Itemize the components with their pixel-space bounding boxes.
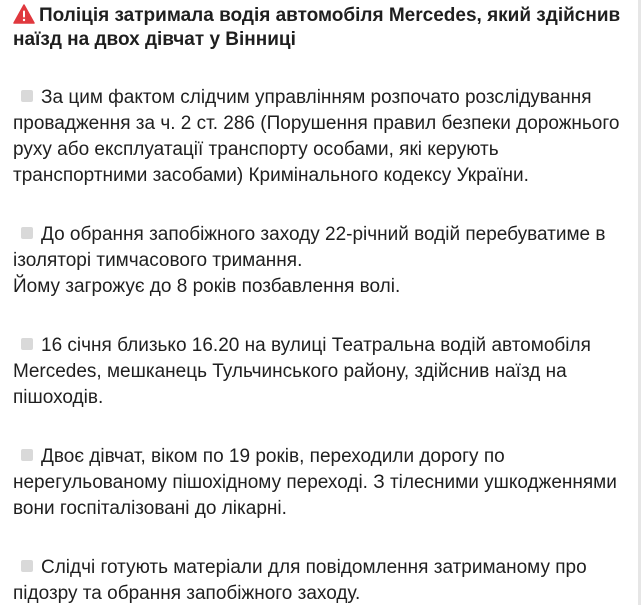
paragraph-text: 16 січня близько 16.20 на вулиці Театральна водій автомобіля Mercedes, мешканець Тульчинського району, здійснив наїзд на пішоходів. [13, 335, 591, 408]
square-bullet-icon [21, 90, 33, 102]
paragraph-custody [13, 222, 635, 300]
paragraph-text: Йому загрожує до 8 років позбавлення волі. [13, 276, 401, 297]
square-bullet-icon [21, 449, 33, 461]
post-headline [13, 4, 635, 52]
warning-icon [13, 4, 35, 24]
square-bullet-icon [21, 338, 33, 350]
paragraph-text: Двоє дівчат, віком по 19 років, переходили дорогу по нерегульованому пішохідному переході. З тілесними ушкодженнями вони госпіталізовані до лікарні. [13, 446, 617, 519]
message-post [13, 0, 635, 605]
paragraph-incident [13, 333, 635, 411]
headline-text: Поліція затримала водія автомобіля Mercedes, який здійснив наїзд на двох дівчат у Вінниці [13, 5, 621, 50]
square-bullet-icon [21, 560, 33, 572]
square-bullet-icon [21, 227, 33, 239]
paragraph-text: Слідчі готують матеріали для повідомлення затриманому про підозру та обрання запобіжного заходу. [13, 557, 587, 604]
paragraph-investigation [13, 85, 635, 189]
paragraph-text: За цим фактом слідчим управлінням розпочато розслідування провадження за ч. 2 ст. 286 (Порушення правил безпеки дорожнього руху або експлуатації транспорту особами, які керують транспортними засобами) Кримінального кодексу України. [13, 87, 620, 186]
paragraph-suspicion [13, 555, 635, 605]
paragraph-victims [13, 444, 635, 522]
paragraph-text: До обрання запобіжного заходу 22-річний водій перебуватиме в ізоляторі тимчасового тримання. [13, 224, 606, 271]
